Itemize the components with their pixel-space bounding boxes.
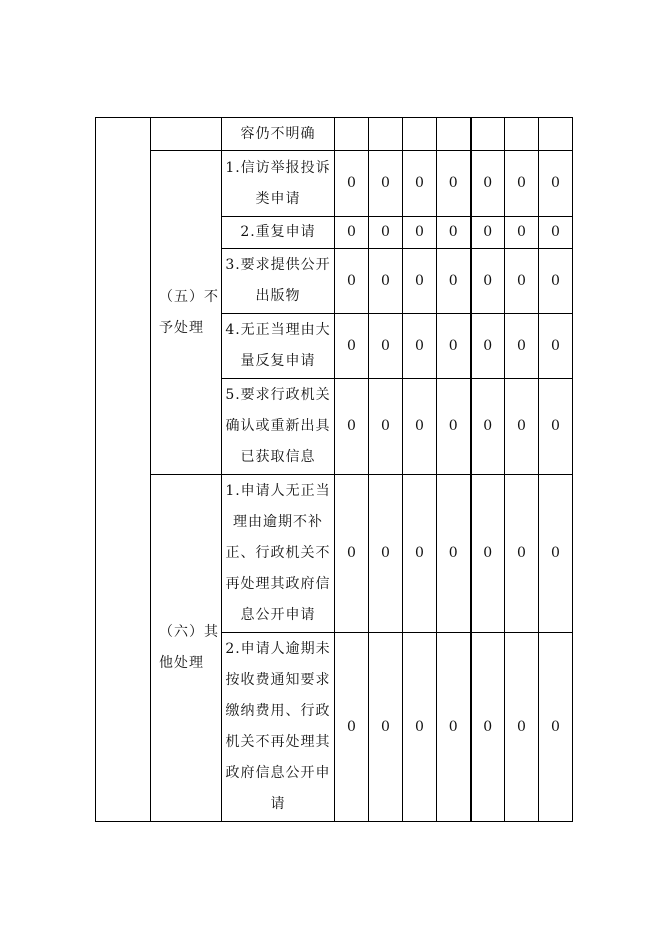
item-cell: 容仍不明确 [222, 118, 335, 151]
value-cell: 0 [369, 217, 403, 249]
value-cell: 0 [403, 314, 437, 379]
value-cell: 0 [505, 249, 539, 314]
category-cell: （六）其他处理 [151, 475, 222, 822]
value-cell: 0 [369, 633, 403, 822]
value-cell: 0 [335, 217, 369, 249]
value-cell: 0 [505, 151, 539, 217]
item-cell: 2.重复申请 [222, 217, 335, 249]
value-cell: 0 [539, 633, 573, 822]
value-cell: 0 [369, 475, 403, 633]
value-cell: 0 [369, 379, 403, 475]
value-cell: 0 [471, 633, 505, 822]
value-cell [369, 118, 403, 151]
item-cell: 3.要求提供公开出版物 [222, 249, 335, 314]
value-cell [403, 118, 437, 151]
value-cell: 0 [437, 475, 471, 633]
item-cell: 2.申请人逾期未按收费通知要求缴纳费用、行政机关不再处理其政府信息公开申请 [222, 633, 335, 822]
value-cell: 0 [437, 249, 471, 314]
item-cell: 1.信访举报投诉类申请 [222, 151, 335, 217]
item-cell: 4.无正当理由大量反复申请 [222, 314, 335, 379]
value-cell: 0 [403, 217, 437, 249]
value-cell: 0 [539, 217, 573, 249]
value-cell: 0 [335, 314, 369, 379]
value-cell [539, 118, 573, 151]
value-cell: 0 [471, 475, 505, 633]
value-cell: 0 [335, 633, 369, 822]
value-cell: 0 [505, 379, 539, 475]
value-cell [471, 118, 505, 151]
table-row [96, 118, 573, 151]
table-row [96, 151, 573, 217]
value-cell: 0 [437, 314, 471, 379]
value-cell: 0 [403, 475, 437, 633]
value-cell: 0 [369, 249, 403, 314]
value-cell [505, 118, 539, 151]
value-cell: 0 [471, 217, 505, 249]
value-cell: 0 [505, 217, 539, 249]
value-cell: 0 [335, 151, 369, 217]
value-cell: 0 [471, 314, 505, 379]
value-cell: 0 [437, 633, 471, 822]
value-cell: 0 [437, 379, 471, 475]
value-cell: 0 [539, 151, 573, 217]
value-cell: 0 [471, 379, 505, 475]
statistics-table [95, 117, 573, 822]
value-cell: 0 [539, 314, 573, 379]
value-cell [335, 118, 369, 151]
value-cell: 0 [539, 379, 573, 475]
value-cell: 0 [403, 249, 437, 314]
value-cell: 0 [505, 314, 539, 379]
item-cell: 5.要求行政机关确认或重新出具已获取信息 [222, 379, 335, 475]
value-cell: 0 [471, 151, 505, 217]
value-cell: 0 [505, 475, 539, 633]
value-cell: 0 [539, 475, 573, 633]
value-cell: 0 [369, 151, 403, 217]
value-cell: 0 [403, 633, 437, 822]
value-cell: 0 [505, 633, 539, 822]
item-cell: 1.申请人无正当理由逾期不补正、行政机关不再处理其政府信息公开申请 [222, 475, 335, 633]
outer-category-cell [96, 118, 151, 822]
value-cell: 0 [471, 249, 505, 314]
table-row [96, 475, 573, 633]
value-cell: 0 [403, 151, 437, 217]
value-cell: 0 [539, 249, 573, 314]
value-cell [437, 118, 471, 151]
category-cell: （五）不予处理 [151, 151, 222, 475]
value-cell: 0 [437, 151, 471, 217]
value-cell: 0 [369, 314, 403, 379]
value-cell: 0 [437, 217, 471, 249]
value-cell: 0 [335, 379, 369, 475]
value-cell: 0 [335, 249, 369, 314]
value-cell: 0 [403, 379, 437, 475]
value-cell: 0 [335, 475, 369, 633]
category-cell [151, 118, 222, 151]
